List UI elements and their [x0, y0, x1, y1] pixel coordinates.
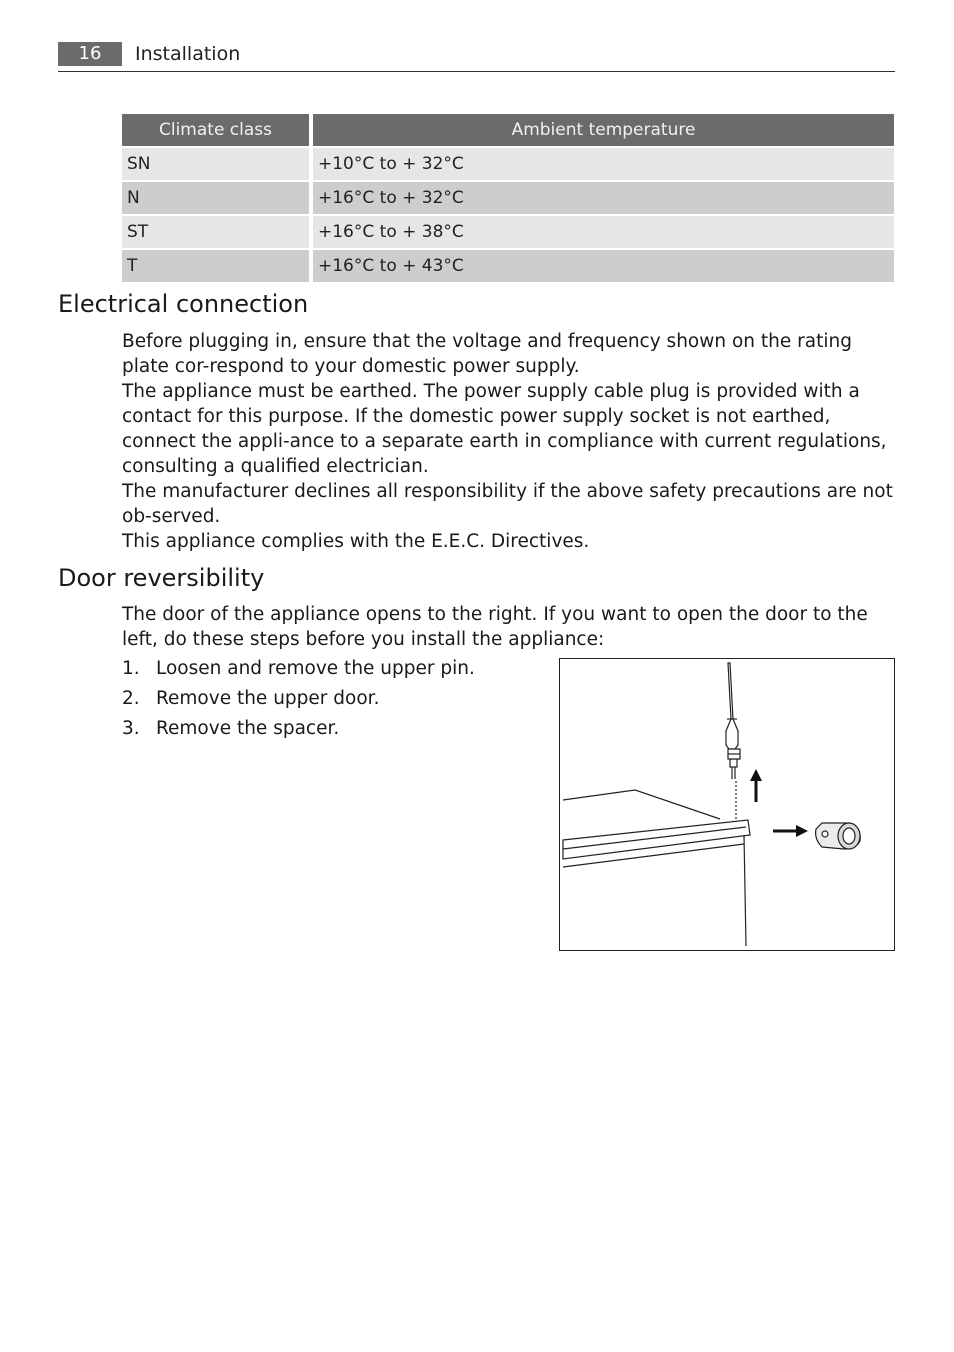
electrical-paragraph-1: Before plugging in, ensure that the voltage and frequency shown on the rating plate cor-respond to your domestic power supply.: [122, 331, 852, 377]
step-text: Remove the upper door.: [156, 688, 380, 709]
climate-class-cell: ST: [122, 216, 309, 248]
electrical-connection-heading: Electrical connection: [58, 290, 309, 318]
page-number: 16: [58, 42, 122, 66]
step-text: Loosen and remove the upper pin.: [156, 658, 475, 679]
door-intro-paragraph: The door of the appliance opens to the right. If you want to open the door to the left, do these steps before you install the appliance:: [122, 604, 868, 650]
table-header-row: [122, 114, 894, 146]
climate-class-table: [122, 112, 894, 284]
table-row: [122, 182, 894, 214]
list-item: [122, 716, 475, 746]
step-number: 1.: [122, 658, 140, 679]
screwdriver-hinge-pin-icon: [560, 659, 896, 952]
climate-class-cell: T: [122, 250, 309, 282]
list-item: [122, 656, 475, 686]
temperature-cell: +16°C to + 38°C: [313, 216, 894, 248]
table-row: [122, 148, 894, 180]
step-number: 3.: [122, 718, 140, 739]
step-number: 2.: [122, 688, 140, 709]
temperature-cell: +10°C to + 32°C: [313, 148, 894, 180]
step-text: Remove the spacer.: [156, 718, 340, 739]
electrical-paragraph-2: The appliance must be earthed. The power supply cable plug is provided with a contact for this purpose. If the domestic power supply socket is not earthed, connect the appli-ance to a separate earth in compliance with current regulations, consulting a qualified electrician.: [122, 381, 887, 477]
table-row: [122, 216, 894, 248]
table-row: [122, 250, 894, 282]
electrical-paragraph-4: This appliance complies with the E.E.C. Directives.: [122, 531, 590, 552]
electrical-paragraph-3: The manufacturer declines all responsibility if the above safety precautions are not ob-served.: [122, 481, 893, 527]
column-header-climate-class: Climate class: [122, 114, 309, 146]
list-item: [122, 686, 475, 716]
climate-class-cell: SN: [122, 148, 309, 180]
hinge-pin-illustration: [559, 658, 895, 951]
section-title: Installation: [135, 43, 241, 65]
climate-class-cell: N: [122, 182, 309, 214]
door-steps-list: [122, 656, 475, 746]
door-reversibility-heading: Door reversibility: [58, 564, 265, 592]
column-header-ambient-temperature: Ambient temperature: [313, 114, 894, 146]
temperature-cell: +16°C to + 32°C: [313, 182, 894, 214]
page-header: [58, 40, 895, 72]
temperature-cell: +16°C to + 43°C: [313, 250, 894, 282]
